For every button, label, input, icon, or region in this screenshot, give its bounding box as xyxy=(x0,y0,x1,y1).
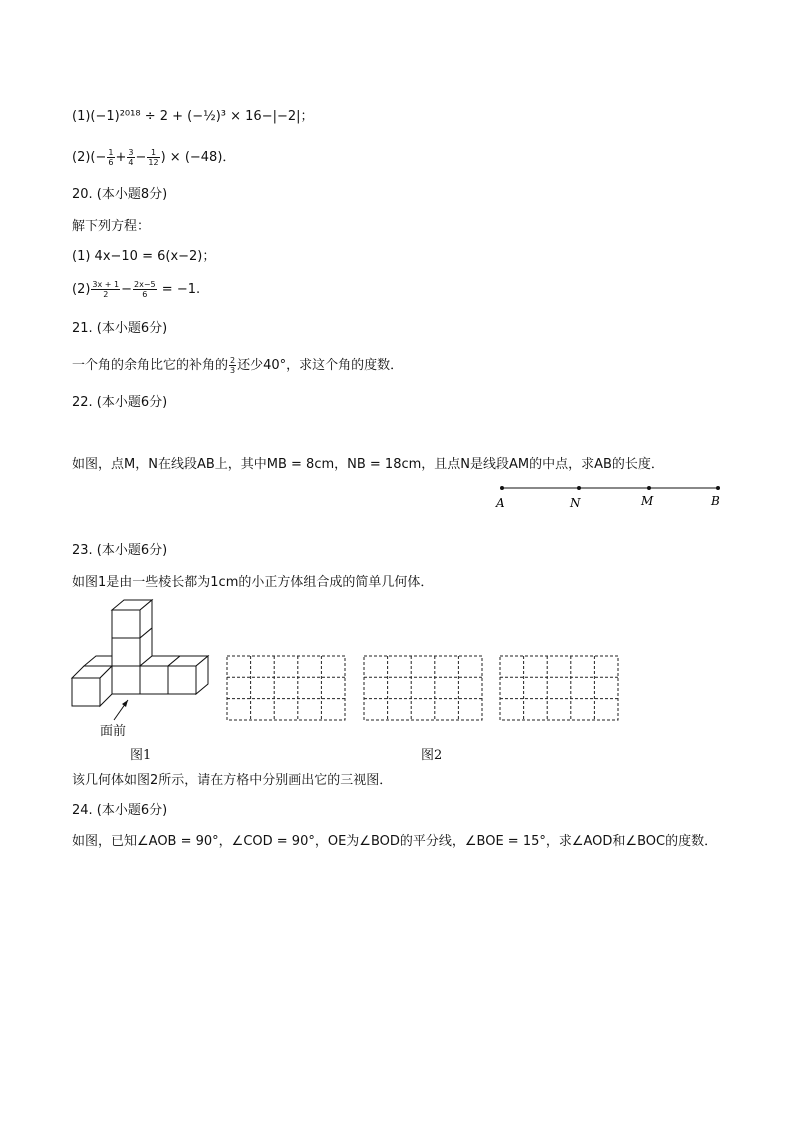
q19-part2: (2)(− $\frac{1}{6}$ + $\frac{3}{4}$ − $\frac{1}{12}$ ) × (−48)． xyxy=(72,148,236,167)
point-a xyxy=(500,486,504,490)
label-b: B xyxy=(711,494,720,508)
fraction-1-12: $\frac{1}{12}$ xyxy=(148,148,159,167)
grid-side-view[interactable] xyxy=(364,656,482,720)
fraction-2x5-6: $\frac{2x-5}{6}$ xyxy=(134,280,156,299)
label-m: M xyxy=(641,494,654,508)
label-a: A xyxy=(496,496,505,510)
fraction: − xyxy=(95,150,107,165)
q20-equation-1: (1) 4x−10 = 6(x−2)； xyxy=(72,249,216,264)
cube-front-face xyxy=(140,666,168,694)
q23-header: 23. (本小题6分) xyxy=(72,543,168,558)
point-m xyxy=(647,486,651,490)
figure-2-label: 图2 xyxy=(421,748,443,763)
cube-figure xyxy=(68,596,218,726)
segment-diagram xyxy=(490,478,730,514)
cube-top-face xyxy=(84,656,112,666)
fraction-3x1-2: $\frac{3x + 1}{2}$ xyxy=(92,280,120,299)
q19-part2-suffix: ) × (−48)． xyxy=(160,150,236,165)
cube-front-face xyxy=(112,610,140,638)
figure-1-label: 图1 xyxy=(130,748,152,763)
q22-text: 如图，点M，N在线段AB上，其中MB = 8cm，NB = 18cm，且点N是线段AM的中点，求AB的长度． xyxy=(72,457,664,472)
grid-top-view[interactable] xyxy=(500,656,618,720)
q20-equation-2: (2) $\frac{3x + 1}{2}$ − $\frac{2x-5}{6}$ = −1. xyxy=(72,280,201,299)
point-n xyxy=(577,486,581,490)
q20-eq2-prefix: (2) xyxy=(72,282,91,297)
cube-front-face xyxy=(168,666,196,694)
q20-header: 20. (本小题8分) xyxy=(72,187,168,202)
fraction-1-6: $\frac{1}{6}$ xyxy=(108,148,114,167)
q19-part1 xyxy=(72,108,314,126)
q20-eq2-suffix: = −1. xyxy=(157,282,201,297)
cube-front-face xyxy=(112,666,140,694)
cube-front-face xyxy=(112,638,140,666)
label-n: N xyxy=(570,496,581,510)
q21-text-before: 一个角的余角比它的补角的 xyxy=(72,358,229,373)
front-arrow-head xyxy=(122,700,128,707)
q21-header: 21. (本小题6分) xyxy=(72,321,168,336)
front-label: 面前 xyxy=(100,724,127,739)
q20-instruction: 解下列方程： xyxy=(72,219,151,234)
q21-text-after: 还少40°，求这个角的度数． xyxy=(237,358,404,373)
q23-text: 如图1是由一些棱长都为1cm的小正方体组合成的简单几何体． xyxy=(72,575,434,590)
q24-text: 如图，已知∠AOB = 90°，∠COD = 90°，OE为∠BOD的平分线，∠BOE = 15°，求∠AOD和∠BOC的度数． xyxy=(72,834,718,849)
q19-part2-prefix: (2)( xyxy=(72,150,96,165)
q24-header: 24. (本小题6分) xyxy=(72,803,168,818)
q21-text xyxy=(72,356,403,375)
grid-front-view[interactable] xyxy=(227,656,345,720)
fraction-2-3: $\frac{2}{3}$ xyxy=(230,356,236,375)
fraction-3-4: $\frac{3}{4}$ xyxy=(128,148,134,167)
q23-instruction: 该几何体如图2所示，请在方格中分别画出它的三视图． xyxy=(72,773,393,788)
three-view-grids xyxy=(226,655,622,723)
q19-part1-text: (1)(−1)²⁰¹⁸ ÷ 2 + (−½)³ × 16−|−2|； xyxy=(72,109,314,124)
point-b xyxy=(716,486,720,490)
cube-front-face xyxy=(72,678,100,706)
q22-header: 22. (本小题6分) xyxy=(72,395,168,410)
